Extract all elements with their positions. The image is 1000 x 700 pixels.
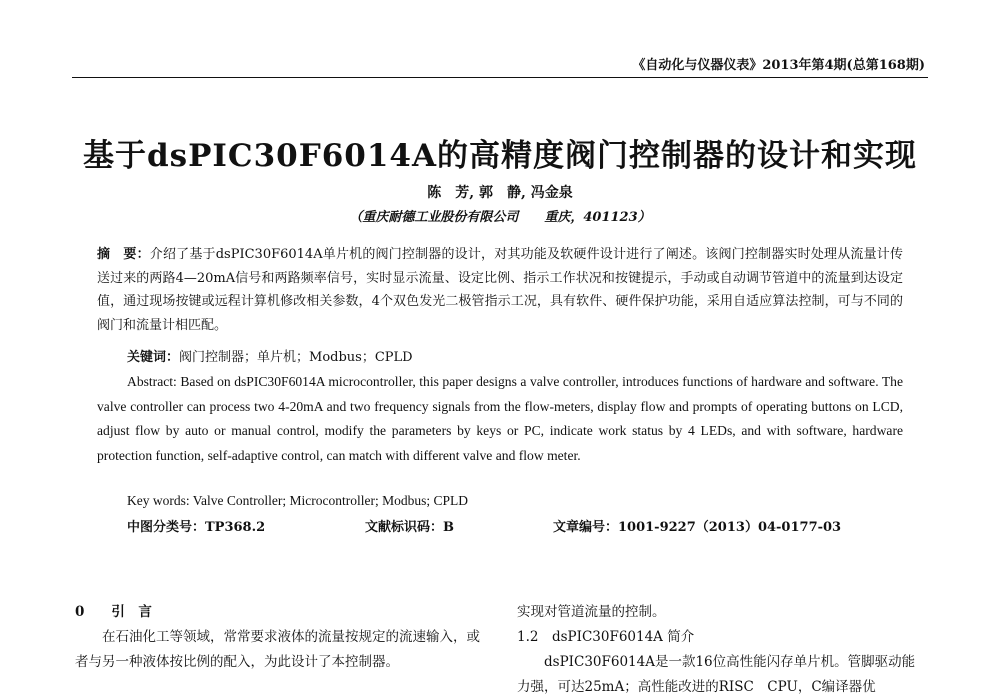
section-0 [75,600,490,675]
keywords-cn [127,346,413,365]
abstract-en-text: Based on dsPIC30F6014A microcontroller, this paper designs a valve controller, introduces functions of hardware and software. The valve controller can process two 4-20mA and two frequency signals from the flow-meters, display flow and prompts of operating buttons on LCD, adjust flow by auto or manual control, modify the parameters by keys or PC, indicate work status by 4 LEDs, and with software, hardware protection function, self-adaptive control, can match with different valve and flow meter. [97,374,903,463]
right-column [517,600,927,700]
subsection-text: dsPIC30F6014A是一款16位高性能闪存单片机。管脚驱动能力强，可达25mA；高性能改进的RISC CPU，C编译器优 [517,654,916,695]
clc-number: 中图分类号：TP368.2 [127,520,266,535]
abstract-en-label: Abstract: [127,374,177,389]
keywords-en [127,493,468,509]
abstract-cn [97,243,903,337]
keywords-cn-label: 关键词： [127,350,180,365]
section-text: 在石油化工等领域，常常要求液体的流量按规定的流速输入，或者与另一种液体按比例的配入，为此设计了本控制器。 [75,629,480,670]
header-rule [72,77,928,78]
abstract-cn-text: 介绍了基于dsPIC30F6014A单片机的阀门控制器的设计，对其功能及软硬件设计进行了阐述。该阀门控制器实时处理从流量计传送过来的两路4—20mA信号和两路频率信号，实时显示流量、设定比例、指示工作状况和按键提示，手动或自动调节管道中的流量到达设定值，通过现场按键或远程计算机修改相关参数，4个双色发光二极管指示工况，具有软件、硬件保护功能，采用自适应算法控制，可与不同的阀门和流量计相匹配。 [97,247,903,333]
right-column-line: 实现对管道流量的控制。 [517,604,666,620]
abstract-en [97,370,903,468]
authors: 陈 芳, 郭 静, 冯金泉 [427,185,573,201]
section-heading: 0 引 言 [75,604,152,620]
abstract-cn-label: 摘 要： [97,247,150,262]
keywords-en-label: Key words: [127,493,190,508]
journal-header: 《自动化与仪器仪表》2013年第4期(总第168期) [632,58,925,73]
subsection-heading: 1.2 dsPIC30F6014A 简介 [517,629,695,645]
keywords-en-text: Valve Controller; Microcontroller; Modbus; CPLD [192,493,468,508]
document-code: 文献标识码：B [365,520,454,535]
article-number: 文章编号：1001-9227（2013）04-0177-03 [553,520,842,535]
paper-title: 基于dsPIC30F6014A的高精度阀门控制器的设计和实现 [82,138,918,174]
affiliation: （重庆耐德工业股份有限公司 重庆，401123） [349,210,651,225]
keywords-cn-text: 阀门控制器；单片机；Modbus；CPLD [179,350,413,365]
